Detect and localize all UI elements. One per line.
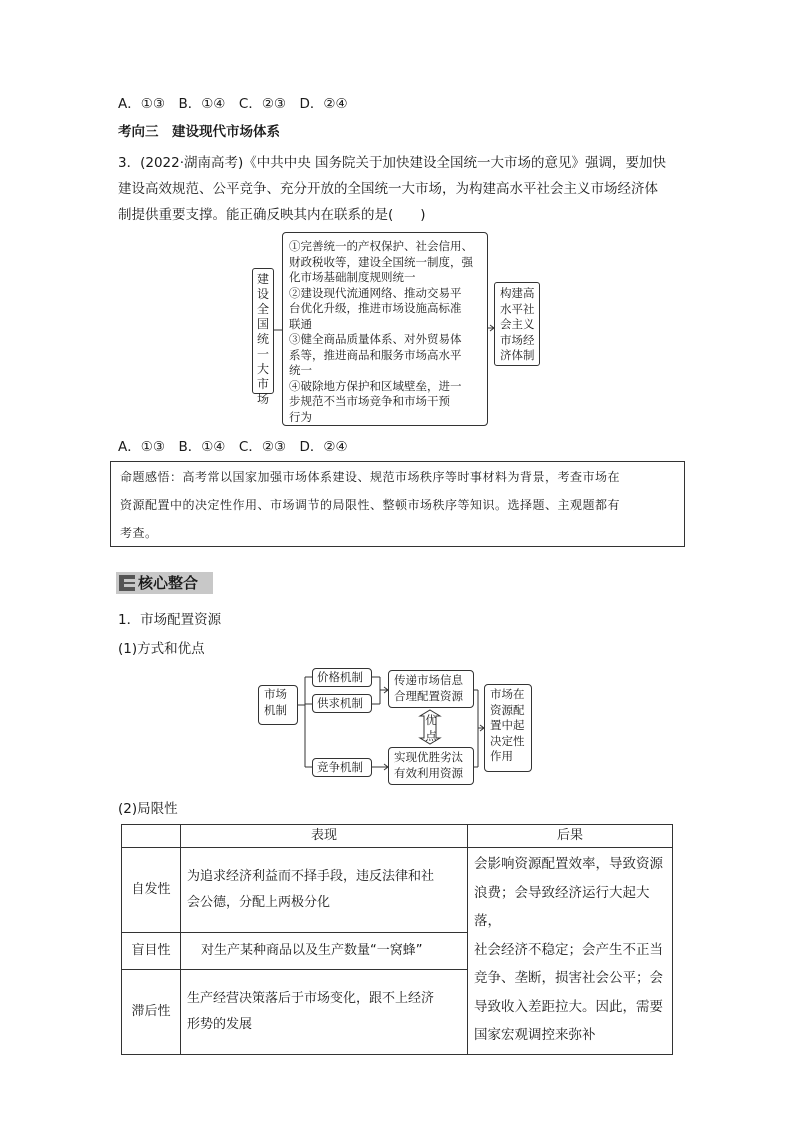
header-result: 后果 — [468, 825, 673, 848]
row-show-spontaneous — [181, 848, 468, 933]
advantage-label — [424, 713, 438, 744]
header-blank — [122, 825, 181, 848]
survival-line-2: 有效利用资源 — [394, 765, 463, 780]
middle-box-line: ④破除地方保护和区域壁垒，进一 — [289, 378, 462, 393]
result-lines — [474, 850, 666, 1050]
supply-mechanism-box — [312, 694, 372, 713]
right-box-line: 水平社 — [500, 301, 535, 316]
sub-1: (1)方式和优点 — [118, 641, 205, 657]
market-mechanism-box — [258, 685, 298, 725]
question-text-line-1: 3．(2022·湖南高考)《中共中央 国务院关于加快建设全国统一大市场的意见》强调，要加快 — [118, 155, 667, 171]
middle-box-line: 财政税收等，建设全国统一制度，强 — [289, 254, 473, 269]
row-show-line: 会公德，分配上两极分化 — [187, 894, 331, 910]
compete-mechanism-box — [312, 758, 372, 777]
info-box — [388, 670, 474, 708]
market-mechanism-line-2: 机制 — [264, 702, 287, 717]
row-show-lag — [181, 969, 468, 1054]
right-box-line: 会主义 — [500, 317, 535, 331]
row-show-line: 对生产某种商品以及生产数量“一窝蜂” — [201, 942, 423, 958]
advantage-char-2: 点 — [425, 728, 437, 743]
row-name-blind: 盲目性 — [122, 932, 181, 969]
core-title: 核心整合 — [138, 574, 199, 592]
price-mechanism-label: 价格机制 — [317, 670, 363, 684]
middle-box-line: 统一 — [289, 363, 312, 377]
result-line: 社会经济不稳定；会产生不正当 — [474, 941, 663, 958]
info-line-2: 合理配置资源 — [394, 688, 463, 703]
limitations-table — [121, 824, 673, 1055]
note-line: 考查。 — [120, 526, 158, 540]
role-line: 资源配 — [490, 702, 525, 717]
result-line: 竞争、垄断，损害社会公平；会 — [474, 970, 663, 986]
note-line: 资源配置中的决定性作用、市场调节的局限性、整顿市场秩序等知识。选择题、主观题都有 — [120, 498, 621, 512]
table-row — [122, 848, 673, 933]
advantage-char-1: 优 — [425, 713, 437, 727]
info-line-1: 传递市场信息 — [394, 673, 463, 687]
role-box — [484, 684, 532, 772]
role-line: 作用 — [490, 749, 513, 763]
row-show-line: 形势的发展 — [187, 1016, 253, 1032]
row-name-spontaneous: 自发性 — [122, 848, 181, 933]
header-show: 表现 — [181, 825, 468, 848]
middle-box-line: ③健全商品质量体系、对外贸易体 — [289, 332, 462, 346]
survival-box — [388, 747, 474, 785]
middle-box-line: 步规范不当市场竞争和市场干预 — [289, 394, 450, 408]
question-text-line-2: 建设高效规范、公平竞争、充分开放的全国统一大市场，为构建高水平社会主义市场经济体 — [118, 181, 658, 197]
result-line: 会影响资源配置效率，导致资源 — [474, 856, 663, 872]
result-line: 浪费；会导致经济运行大起大落， — [474, 884, 650, 929]
market-mechanism-line-1: 市场 — [264, 687, 287, 701]
row-show-line: 为追求经济利益而不择手段，违反法律和社 — [187, 868, 435, 884]
item-1: 1．市场配置资源 — [118, 612, 222, 628]
right-box-line: 济体制 — [500, 348, 535, 362]
right-box-line: 构建高 — [500, 286, 535, 300]
row-show-blind — [181, 932, 468, 969]
q2-options: A．①③ B．①④ C．②③ D．②④ — [118, 96, 348, 112]
q3-options: A．①③ B．①④ C．②③ D．②④ — [118, 439, 348, 455]
middle-box-line: 系等，推进商品和服务市场高水平 — [289, 347, 462, 362]
result-line: 国家宏观调控来弥补 — [474, 1027, 596, 1043]
middle-box-line: ①完善统一的产权保护、社会信用、 — [289, 239, 473, 253]
question-text-line-3: 制提供重要支撑。能正确反映其内在联系的是( ) — [118, 207, 426, 223]
price-mechanism-box — [312, 668, 372, 687]
middle-box-line: 联通 — [289, 316, 312, 331]
left-box-text: 建设全国统一大市场 — [256, 272, 269, 406]
role-line: 置中起 — [490, 718, 525, 732]
middle-box-line: ②建设现代流通网络、推动交易平 — [289, 285, 462, 300]
role-line: 决定性 — [490, 733, 525, 748]
row-name-lag: 滞后性 — [122, 969, 181, 1054]
compete-mechanism-label: 竞争机制 — [317, 760, 363, 774]
survival-line-1: 实现优胜劣汰 — [394, 750, 463, 764]
table-header-row — [122, 825, 673, 848]
result-cell — [468, 848, 673, 1055]
row-show-line: 生产经营决策落后于市场变化，跟不上经济 — [187, 990, 435, 1006]
middle-box-line: 行为 — [289, 409, 312, 424]
role-line: 市场在 — [490, 687, 525, 701]
role-lines — [490, 687, 531, 765]
note-line: 命题感悟：高考常以国家加强市场体系建设、规范市场秩序等时事材料为背景，考查市场在 — [120, 470, 621, 484]
right-box-line: 市场经 — [500, 332, 535, 347]
section-title: 考向三 建设现代市场体系 — [118, 124, 280, 140]
middle-box-line: 化市场基础制度规则统一 — [289, 270, 416, 284]
supply-mechanism-label: 供求机制 — [317, 696, 363, 710]
middle-box-line: 台优化升级，推进市场设施高标准 — [289, 301, 462, 315]
result-line: 导致收入差距拉大。因此，需要 — [474, 998, 663, 1015]
sub-2: (2)局限性 — [118, 801, 178, 817]
